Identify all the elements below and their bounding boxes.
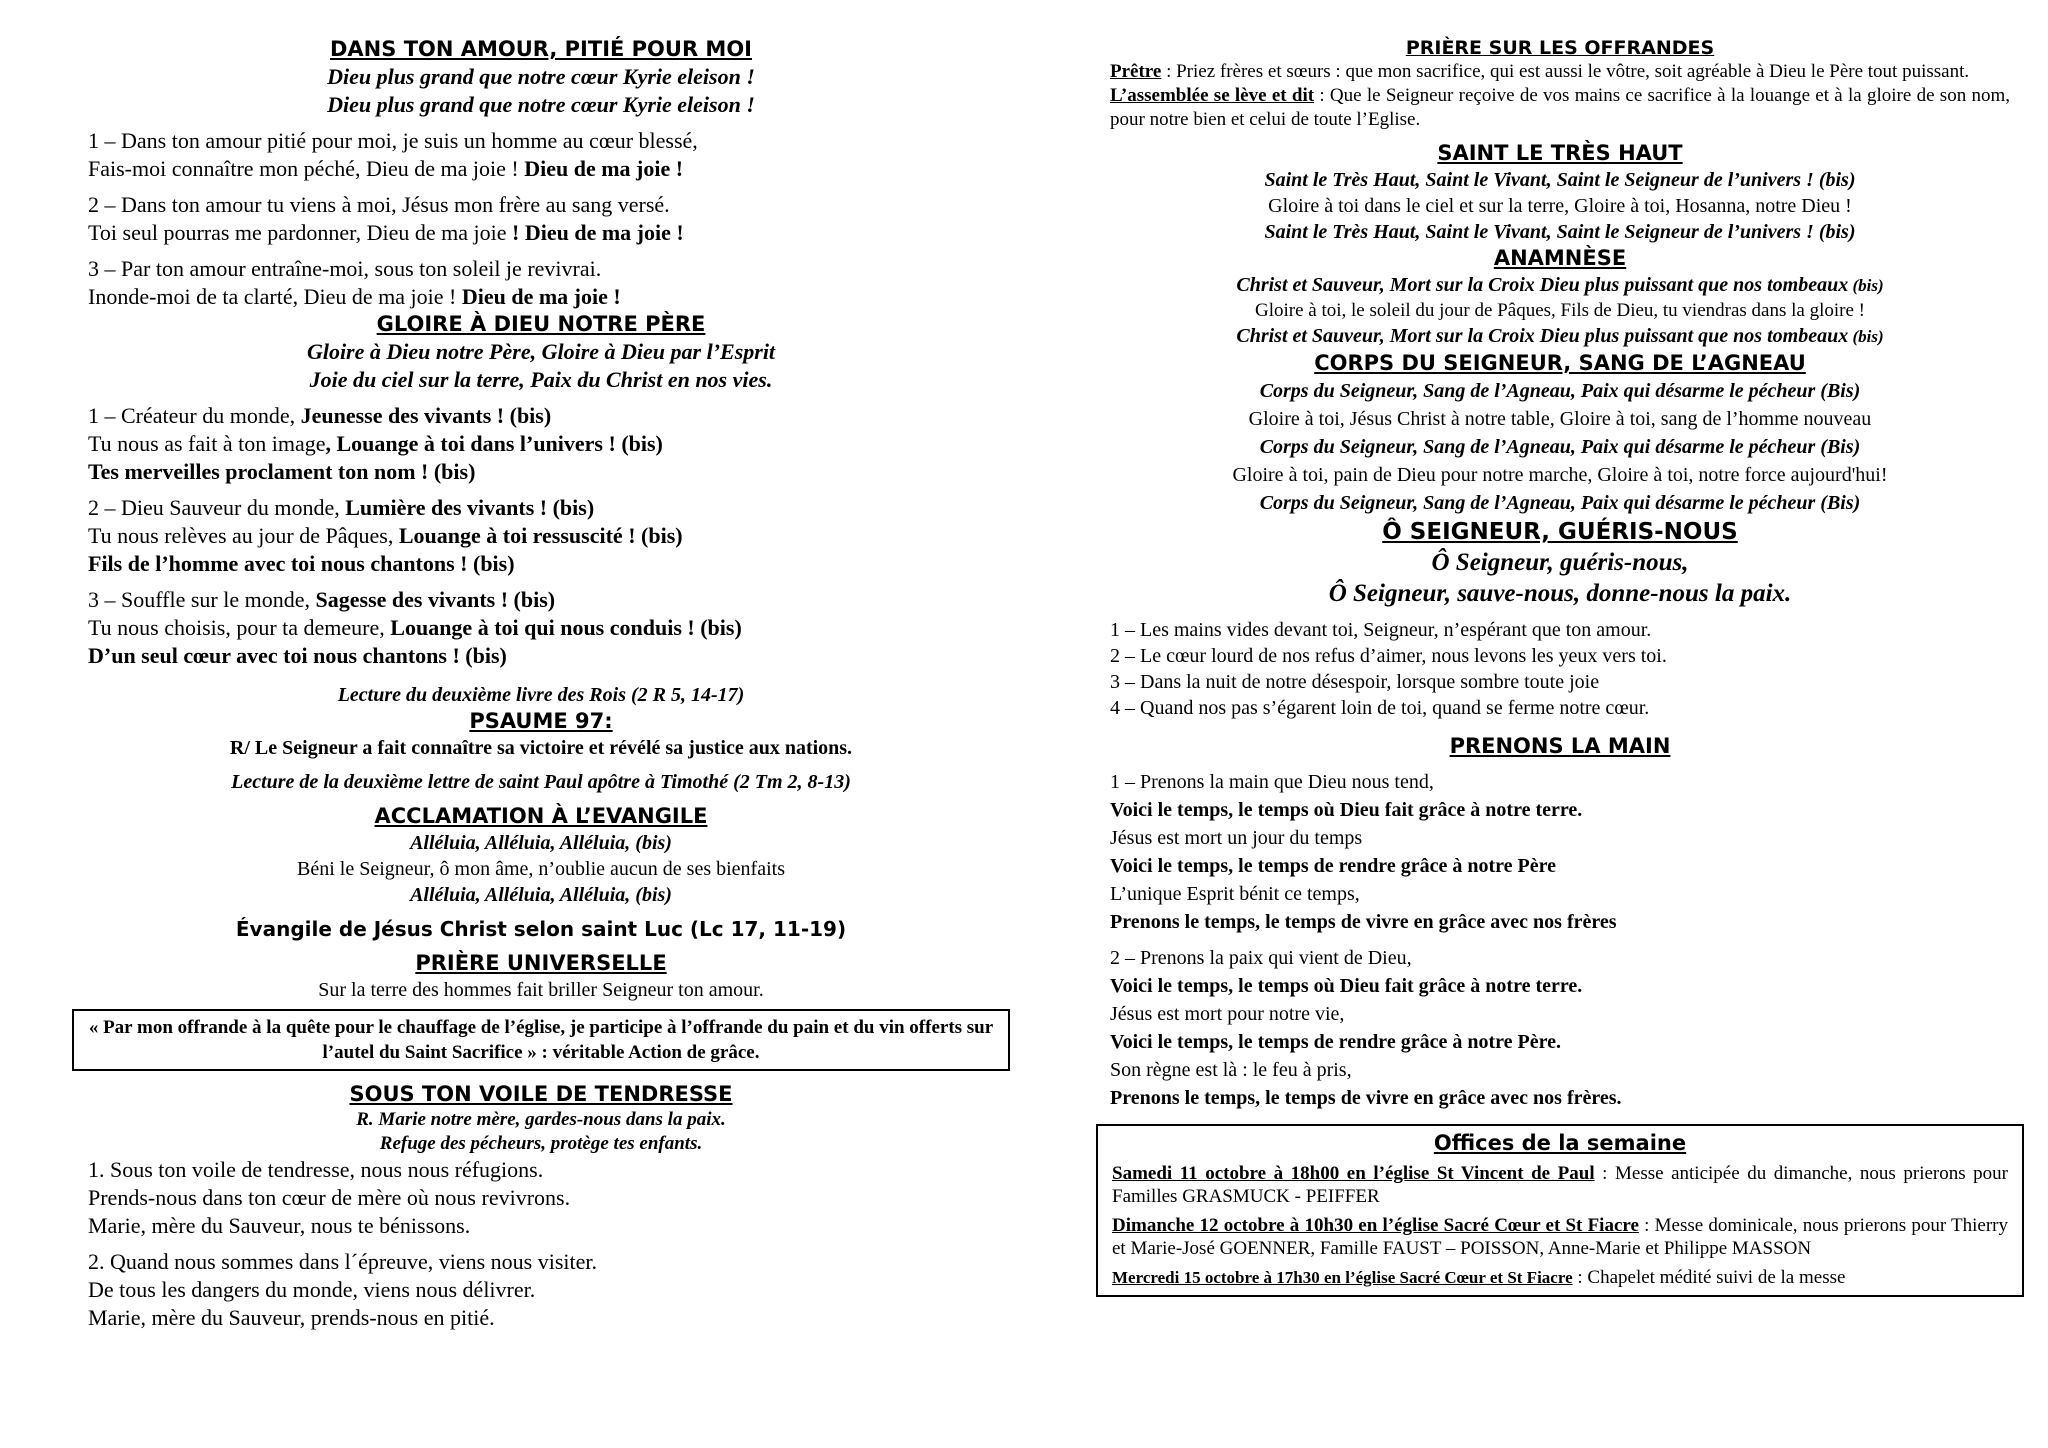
office-date: Dimanche 12 octobre à 10h30 en l’église Sacré Cœur et St Fiacre bbox=[1112, 1215, 1639, 1236]
acclamation-line: Alléluia, Alléluia, Alléluia, (bis) bbox=[410, 832, 672, 854]
offering-priest-text bbox=[1110, 60, 2010, 84]
verse-line: 3 – Par ton amour entraîne-moi, sous ton soleil je revivrai. bbox=[88, 256, 602, 281]
hymn-line: Gloire à toi, Jésus Christ à notre table, Gloire à toi, sang de l’homme nouveau bbox=[1248, 408, 1872, 430]
verse-text: Toi seul pourras me pardonner, Dieu de ma joie bbox=[88, 220, 507, 245]
prayer-line: Sur la terre des hommes fait briller Seigneur ton amour. bbox=[318, 979, 764, 1001]
verse-bold: Dieu de ma joie ! bbox=[456, 284, 621, 309]
section-title-anamnese: ANAMNÈSE bbox=[1493, 246, 1627, 270]
offering-assembly-text bbox=[1110, 84, 2010, 132]
verse-line bbox=[88, 155, 994, 183]
verse-line: D’un seul cœur avec toi nous chantons ! (bis) bbox=[88, 643, 507, 668]
section-title-main: PRENONS LA MAIN bbox=[1449, 734, 1671, 758]
acclamation-line: Béni le Seigneur, ô mon âme, n’oublie aucun de ses bienfaits bbox=[297, 858, 785, 880]
verse-text: 3 – Souffle sur le monde, bbox=[88, 587, 316, 612]
assembly-text: : Que le Seigneur reçoive de vos mains ce sacrifice à la louange et à la gloire de son nom, pour notre bien et celui de toute l’Eglise. bbox=[1110, 85, 2010, 130]
verse-line: L’unique Esprit bénit ce temps, bbox=[1110, 883, 1360, 905]
verse-line: Prends-nous dans ton cœur de mère où nous revivrons. bbox=[88, 1185, 571, 1210]
refrain-line: Dieu plus grand que notre cœur Kyrie eleison ! bbox=[327, 64, 755, 89]
verse-line: Son règne est là : le feu à pris, bbox=[1110, 1059, 1352, 1081]
verse-line: Marie, mère du Sauveur, prends-nous en pitié. bbox=[88, 1305, 495, 1330]
verse-line bbox=[88, 494, 994, 522]
hymn-text: Christ et Sauveur, Mort sur la Croix Dieu plus puissant que nos tombeaux bbox=[1236, 325, 1849, 347]
section-title-corps: CORPS DU SEIGNEUR, SANG DE L’AGNEAU bbox=[1314, 351, 1806, 375]
verse-line: 1 – Prenons la main que Dieu nous tend, bbox=[1110, 771, 1434, 793]
hymn-line: Gloire à toi dans le ciel et sur la terre, Gloire à toi, Hosanna, notre Dieu ! bbox=[1268, 195, 1852, 217]
hymn-line: Corps du Seigneur, Sang de l’Agneau, Paix qui désarme le pécheur (Bis) bbox=[1259, 380, 1861, 402]
verse-bold: Louange à toi ressuscité ! (bis) bbox=[398, 523, 683, 548]
verse-line: Jésus est mort pour notre vie, bbox=[1110, 1003, 1345, 1025]
office-date: Samedi 11 octobre à 18h00 en l’église St Vincent de Paul bbox=[1112, 1163, 1595, 1184]
verse-line bbox=[88, 283, 994, 311]
verse-text: Fais-moi connaître mon péché, Dieu de ma joie ! bbox=[88, 156, 519, 181]
verse-line: De tous les dangers du monde, viens nous délivrer. bbox=[88, 1277, 536, 1302]
verse-line: 1 – Dans ton amour pitié pour moi, je suis un homme au cœur blessé, bbox=[88, 128, 698, 153]
verse-line: 2 – Prenons la paix qui vient de Dieu, bbox=[1110, 947, 1412, 969]
verse-line bbox=[88, 586, 994, 614]
verse-line: 1. Sous ton voile de tendresse, nous nous réfugions. bbox=[88, 1157, 544, 1182]
verse-line: Voici le temps, le temps où Dieu fait grâce à notre terre. bbox=[1110, 975, 1583, 997]
section-title-amour: DANS TON AMOUR, PITIÉ POUR MOI bbox=[330, 37, 752, 61]
refrain-line: R. Marie notre mère, gardes-nous dans la paix. bbox=[356, 1109, 726, 1130]
verse-line: Voici le temps, le temps de rendre grâce à notre Père. bbox=[1110, 1031, 1561, 1053]
refrain-line: Dieu plus grand que notre cœur Kyrie eleison ! bbox=[327, 92, 755, 117]
verse-text: Tu nous choisis, pour ta demeure, bbox=[88, 615, 391, 640]
verse-bold: ! Dieu de ma joie ! bbox=[506, 220, 684, 245]
hymn-line bbox=[1110, 272, 2010, 299]
priest-text: : Priez frères et sœurs : que mon sacrifice, qui est aussi le vôtre, soit agréable à Dieu le Père tout puissant. bbox=[1161, 61, 1970, 82]
hymn-bis: (bis) bbox=[1848, 276, 1884, 295]
section-title-acclamation: ACCLAMATION À L’EVANGILE bbox=[374, 804, 708, 828]
verse-line bbox=[88, 522, 994, 550]
verse-line: Jésus est mort un jour du temps bbox=[1110, 827, 1363, 849]
verse-bold: Sagesse des vivants ! (bis) bbox=[315, 587, 556, 612]
left-column bbox=[88, 36, 994, 1332]
verse-line bbox=[88, 219, 994, 247]
verse-line bbox=[88, 614, 994, 642]
verse-line: 2 – Dans ton amour tu viens à moi, Jésus mon frère au sang versé. bbox=[88, 192, 670, 217]
office-entry bbox=[1112, 1266, 2008, 1289]
hymn-line: Saint le Très Haut, Saint le Vivant, Saint le Seigneur de l’univers ! (bis) bbox=[1264, 221, 1856, 243]
assembly-label: L’assemblée se lève et dit bbox=[1110, 85, 1315, 106]
refrain-line: Joie du ciel sur la terre, Paix du Christ en nos vies. bbox=[309, 367, 773, 392]
offering-notice-box: « Par mon offrande à la quête pour le chauffage de l’église, je participe à l’offrande du pain et du vin offerts sur l’autel du Saint Sacrifice » : véritable Action de grâce. bbox=[72, 1009, 1010, 1071]
section-title-voile: SOUS TON VOILE DE TENDRESSE bbox=[349, 1082, 733, 1106]
hymn-line: Gloire à toi, le soleil du jour de Pâques, Fils de Dieu, tu viendras dans la gloire ! bbox=[1255, 300, 1865, 321]
refrain-line: Refuge des pécheurs, protège tes enfants. bbox=[379, 1133, 703, 1154]
verse-bold: Louange à toi qui nous conduis ! (bis) bbox=[390, 615, 742, 640]
verse-line: Prenons le temps, le temps de vivre en grâce avec nos frères. bbox=[1110, 1087, 1622, 1109]
verse-bold: , Louange à toi dans l’univers ! (bis) bbox=[325, 431, 663, 456]
section-title-guerir: Ô SEIGNEUR, GUÉRIS-NOUS bbox=[1382, 519, 1738, 545]
acclamation-line: Alléluia, Alléluia, Alléluia, (bis) bbox=[410, 884, 672, 906]
verse-bold: Jeunesse des vivants ! (bis) bbox=[300, 403, 552, 428]
verse-line: 1 – Les mains vides devant toi, Seigneur, n’espérant que ton amour. bbox=[1110, 619, 1652, 641]
section-title-saint: SAINT LE TRÈS HAUT bbox=[1437, 141, 1683, 165]
office-text: : Chapelet médité suivi de la messe bbox=[1572, 1267, 1846, 1288]
verse-text: Tu nous as fait à ton image bbox=[88, 431, 326, 456]
section-title-gloire: GLOIRE À DIEU NOTRE PÈRE bbox=[376, 312, 706, 336]
offices-title: Offices de la semaine bbox=[1433, 1131, 1687, 1155]
offices-box bbox=[1096, 1124, 2024, 1297]
section-title-psaume: PSAUME 97: bbox=[469, 709, 613, 733]
verse-line: 2. Quand nous sommes dans l´épreuve, viens nous visiter. bbox=[88, 1249, 597, 1274]
verse-line: Prenons le temps, le temps de vivre en grâce avec nos frères bbox=[1110, 911, 1617, 933]
gospel-reference: Évangile de Jésus Christ selon saint Luc (Lc 17, 11-19) bbox=[235, 917, 847, 941]
office-entry bbox=[1112, 1162, 2008, 1208]
verse-line: Marie, mère du Sauveur, nous te bénissons. bbox=[88, 1213, 471, 1238]
hymn-line: Corps du Seigneur, Sang de l’Agneau, Paix qui désarme le pécheur (Bis) bbox=[1259, 492, 1861, 514]
office-entry bbox=[1112, 1214, 2008, 1260]
refrain-line: Gloire à Dieu notre Père, Gloire à Dieu par l’Esprit bbox=[306, 339, 776, 364]
verse-line: Voici le temps, le temps où Dieu fait grâce à notre terre. bbox=[1110, 799, 1583, 821]
psalm-refrain: R/ Le Seigneur a fait connaître sa victoire et révélé sa justice aux nations. bbox=[229, 737, 853, 759]
section-title-offrandes: PRIÈRE SUR LES OFFRANDES bbox=[1405, 37, 1715, 59]
verse-line bbox=[88, 402, 994, 430]
reading-reference: Lecture de la deuxième lettre de saint Paul apôtre à Timothé (2 Tm 2, 8-13) bbox=[231, 771, 851, 793]
hymn-line: Corps du Seigneur, Sang de l’Agneau, Paix qui désarme le pécheur (Bis) bbox=[1259, 436, 1861, 458]
verse-text: Inonde-moi de ta clarté, Dieu de ma joie ! bbox=[88, 284, 457, 309]
verse-text: 1 – Créateur du monde, bbox=[88, 403, 301, 428]
verse-line: 3 – Dans la nuit de notre désespoir, lorsque sombre toute joie bbox=[1110, 671, 1600, 693]
verse-line: 2 – Le cœur lourd de nos refus d’aimer, nous levons les yeux vers toi. bbox=[1110, 645, 1667, 667]
verse-bold: Dieu de ma joie ! bbox=[518, 156, 684, 181]
verse-line: Voici le temps, le temps de rendre grâce à notre Père bbox=[1110, 855, 1556, 877]
verse-line: 4 – Quand nos pas s’égarent loin de toi, quand se ferme notre cœur. bbox=[1110, 697, 1650, 719]
office-text: : Messe dominicale, nous prierons pour Thierry et Marie-José GOENNER, Famille FAUST – POISSON, Anne-Marie et Philippe MASSON bbox=[1112, 1215, 2008, 1259]
verse-text: Tu nous relèves au jour de Pâques, bbox=[88, 523, 399, 548]
refrain-line: Ô Seigneur, guéris-nous, bbox=[1431, 549, 1689, 576]
reading-reference: Lecture du deuxième livre des Rois (2 R 5, 14-17) bbox=[337, 684, 745, 706]
priest-label: Prêtre bbox=[1110, 61, 1162, 82]
office-date: Mercredi 15 octobre à 17h30 en l’église Sacré Cœur et St Fiacre bbox=[1112, 1268, 1573, 1287]
section-title-priere-universelle: PRIÈRE UNIVERSELLE bbox=[415, 951, 667, 975]
hymn-line bbox=[1110, 323, 2010, 350]
hymn-line: Gloire à toi, pain de Dieu pour notre marche, Gloire à toi, notre force aujourd'hui! bbox=[1232, 464, 1888, 486]
verse-line: Tes merveilles proclament ton nom ! (bis) bbox=[88, 459, 476, 484]
office-text: : Messe anticipée du dimanche, nous prierons pour Familles GRASMUCK - PEIFFER bbox=[1112, 1163, 2009, 1207]
verse-text: 2 – Dieu Sauveur du monde, bbox=[88, 495, 346, 520]
right-column bbox=[1110, 36, 2010, 1297]
refrain-line: Ô Seigneur, sauve-nous, donne-nous la paix. bbox=[1328, 580, 1792, 607]
hymn-text: Christ et Sauveur, Mort sur la Croix Dieu plus puissant que nos tombeaux bbox=[1236, 274, 1849, 296]
verse-line bbox=[88, 430, 994, 458]
verse-line: Fils de l’homme avec toi nous chantons ! (bis) bbox=[88, 551, 515, 576]
verse-bold: Lumière des vivants ! (bis) bbox=[345, 495, 595, 520]
hymn-bis: (bis) bbox=[1848, 327, 1884, 346]
hymn-line: Saint le Très Haut, Saint le Vivant, Saint le Seigneur de l’univers ! (bis) bbox=[1264, 169, 1856, 191]
